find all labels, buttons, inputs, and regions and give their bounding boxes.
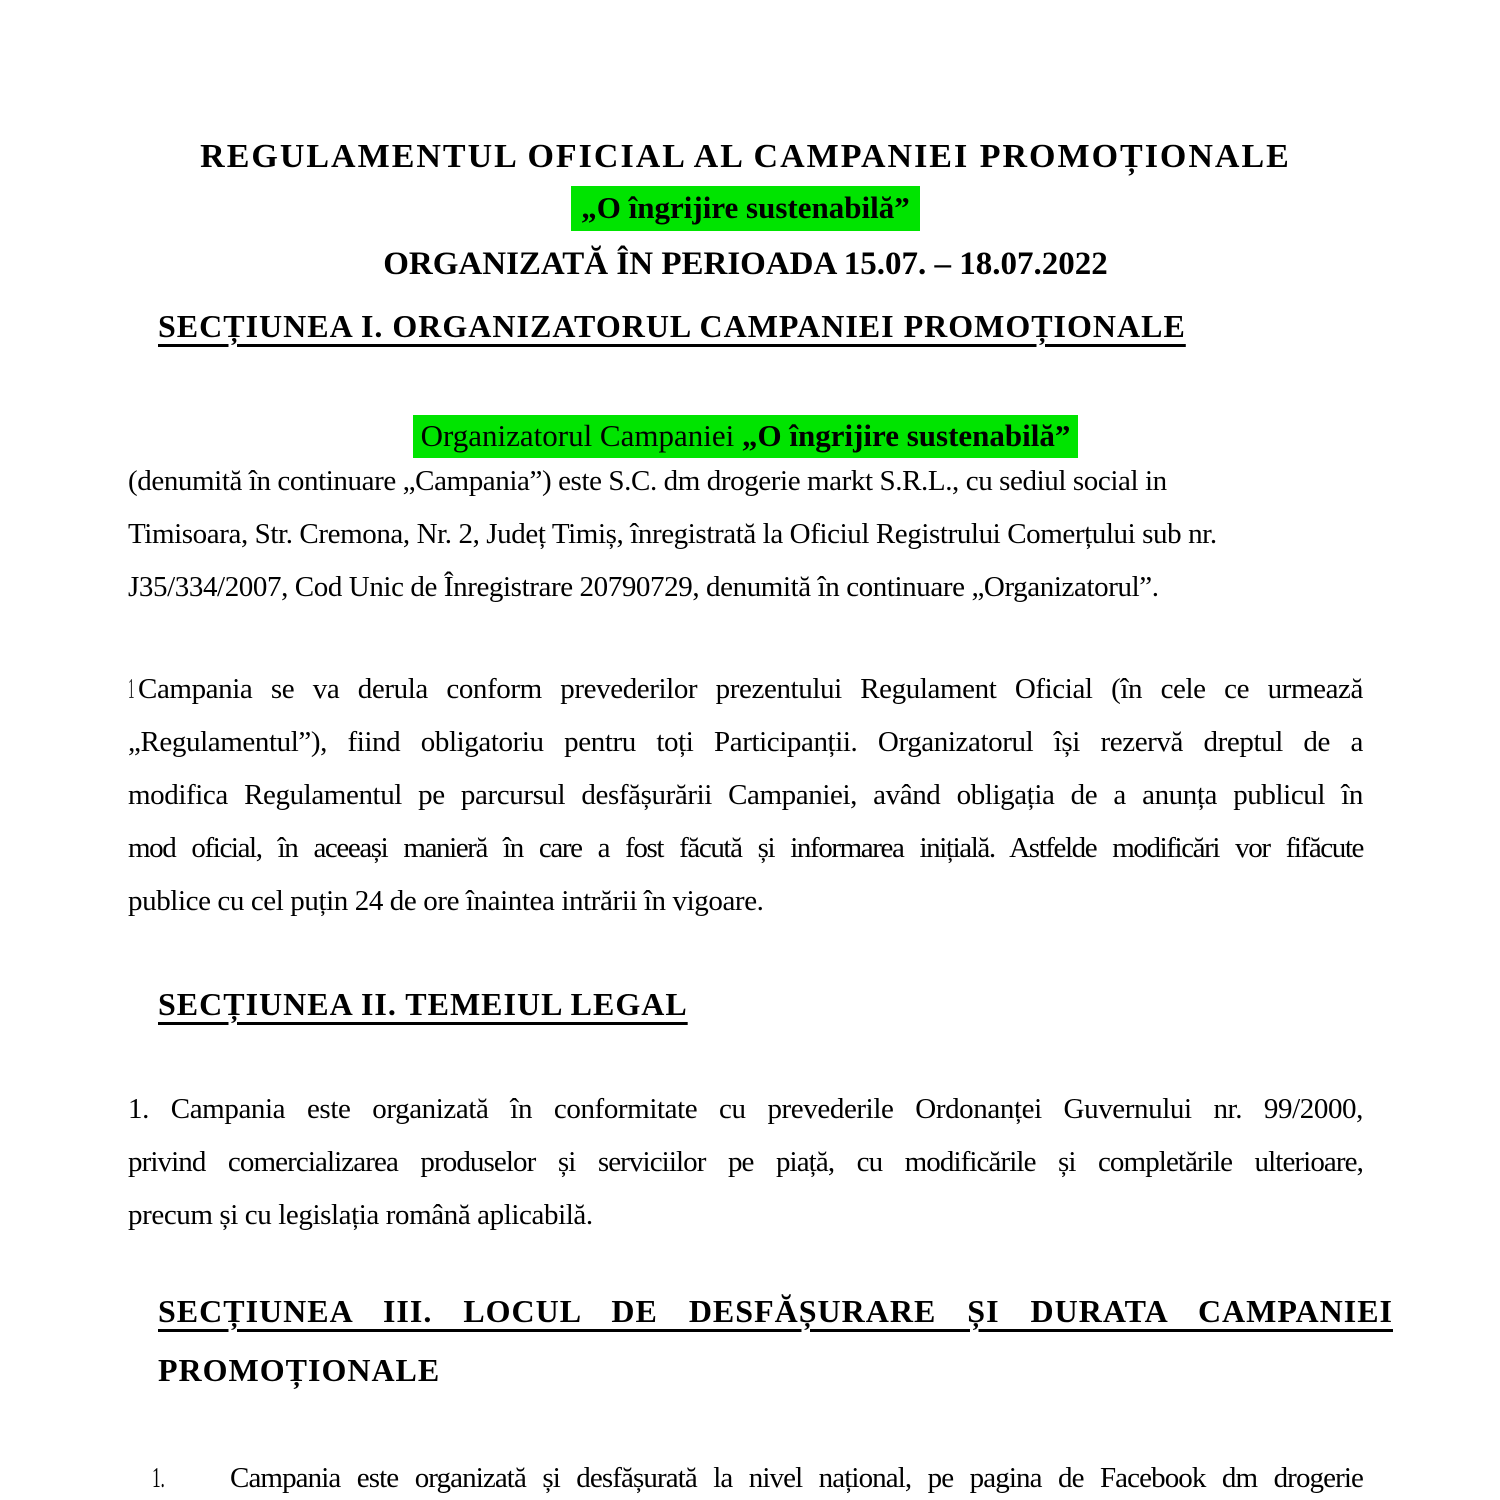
paragraph-line: Timisoara, Str. Cremona, Nr. 2, Județ Timiș, înregistrată la Oficiul Registrului Comerțului sub nr. (128, 518, 1217, 550)
paragraph-marker: 1 (128, 673, 135, 705)
item-text: Campania este organizată și desfășurată la nivel național, pe pagina de Facebook dm drogerie (230, 1462, 1363, 1494)
campaign-period: ORGANIZATĂ ÎN PERIOADA 15.07. – 18.07.2022 (383, 246, 1108, 282)
paragraph-line: 1. Campania este organizată în conformitate cu prevederile Ordonanței Guvernului nr. 99/2000, (128, 1093, 1363, 1125)
rules-paragraph (128, 663, 1363, 928)
paragraph-line: precum și cu legislația română aplicabilă. (128, 1199, 593, 1231)
organizer-line (128, 418, 1363, 454)
paragraph-line: privind comercializarea produselor și serviciilor pe piață, cu modificările și completările ulterioare, (128, 1146, 1363, 1178)
campaign-name-row (128, 190, 1363, 226)
organizer-label: Organizatorul Campaniei (420, 418, 742, 453)
organizer-paragraph (128, 455, 1363, 614)
paragraph-line: „Regulamentul”), fiind obligatoriu pentru toți Participanții. Organizatorul își rezervă dreptul de a (128, 726, 1363, 758)
document-title: REGULAMENTUL OFICIAL AL CAMPANIEI PROMOȚIONALE (200, 138, 1291, 175)
paragraph-line: (denumită în continuare „Campania”) este S.C. dm drogerie markt S.R.L., cu sediul social in (128, 465, 1167, 497)
paragraph-line: J35/334/2007, Cod Unic de Înregistrare 20790729, denumită în continuare „Organizatorul”. (128, 571, 1159, 603)
legal-paragraph (128, 1083, 1363, 1242)
paragraph-line: modifica Regulamentul pe parcursul desfășurării Campaniei, având obligația de a anunța publicul în (128, 779, 1363, 811)
section-3-heading-line-2: PROMOȚIONALE (158, 1352, 441, 1388)
section-2-heading: SECȚIUNEA II. TEMEIUL LEGAL (158, 986, 688, 1022)
section-3-heading (128, 1293, 1393, 1389)
campaign-name-highlight: „O îngrijire sustenabilă” (571, 186, 919, 231)
section-1-heading: SECȚIUNEA I. ORGANIZATORUL CAMPANIEI PROMOȚIONALE (158, 308, 1186, 344)
organizer-campaign-name: „O îngrijire sustenabilă” (741, 418, 1071, 453)
section-3-item (128, 1452, 1363, 1500)
item-number: 1. (152, 1462, 165, 1494)
section-3-heading-line-1: SECȚIUNEA III. LOCUL DE DESFĂȘURARE ȘI DURATA CAMPANIEI (158, 1293, 1393, 1329)
paragraph-line: 1 Campania se va derula conform prevederilor prezentului Regulament Oficial (în cele ce urmează (128, 663, 1363, 716)
paragraph-line: publice cu cel puțin 24 de ore înaintea intrării în vigoare. (128, 885, 764, 917)
paragraph-line: mod oficial, în aceeași manieră în care a fost făcută și informarea inițială. Astfelde modificări vor fifăcute (128, 832, 1363, 864)
organizer-highlight (413, 415, 1079, 458)
